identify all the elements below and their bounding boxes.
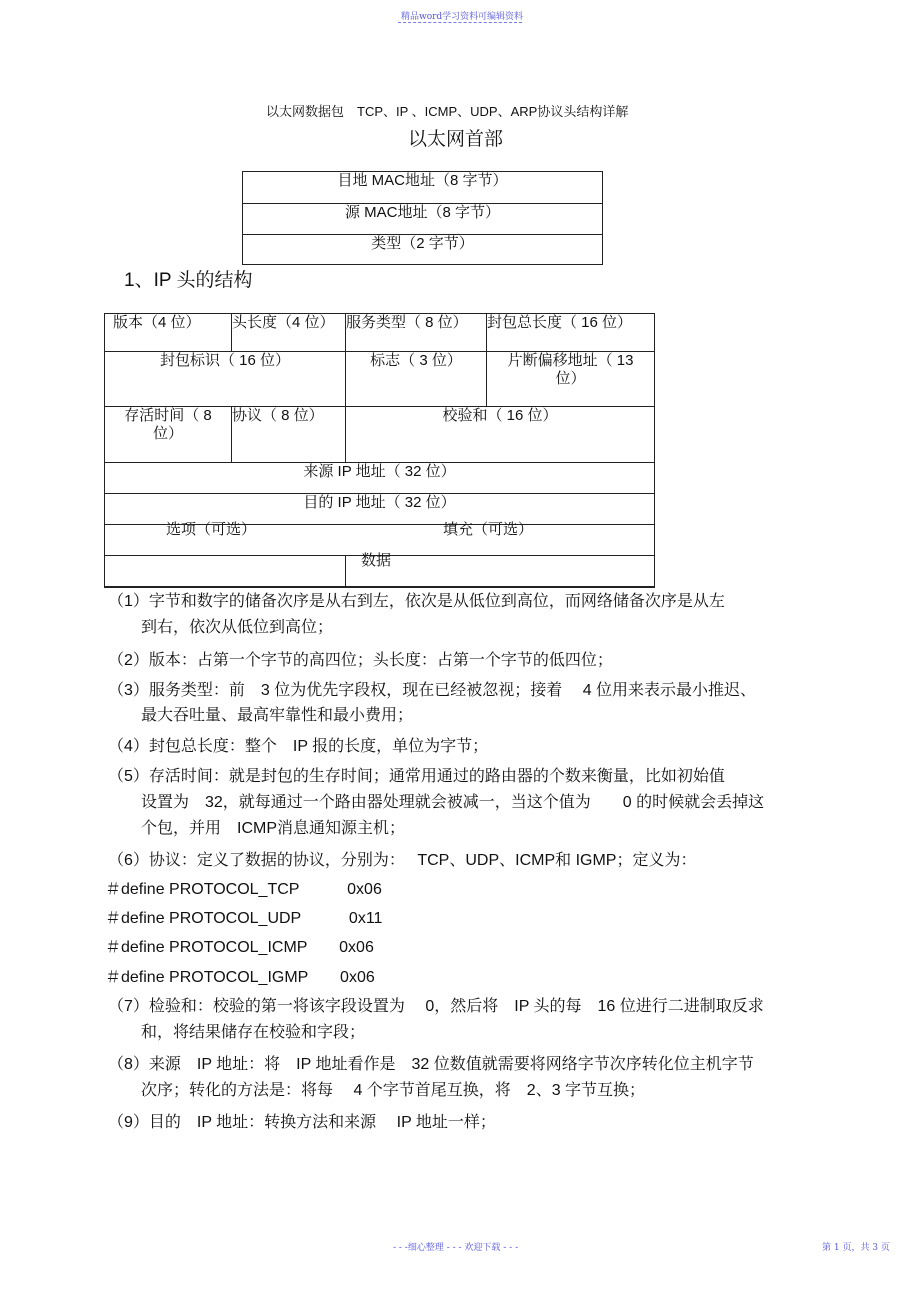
ip-source-address: 来源 IP 地址（ 32 位） [303, 463, 456, 480]
eth-dest-mac: 目地 MAC地址（8 字节） [337, 172, 508, 189]
ip-flags: 标志（ 3 位） [370, 352, 462, 369]
ethernet-heading: 以太网首部 [408, 129, 504, 150]
paragraph-line: （7）检验和：校验的第一将该字段设置为 0，然后将 IP 头的每 16 位进行二进制取反求 [108, 998, 764, 1015]
header-left: 精品word学习资料 [401, 12, 479, 22]
document-title: 以太网数据包 TCP、IP 、ICMP、UDP、ARP协议头结构详解 [266, 104, 629, 119]
ip-fragment-offset: 片断偏移地址（ 13 位） [507, 352, 634, 387]
page-number: 第 1 页，共 3 页 [822, 1243, 890, 1253]
paragraph-line: 和，将结果储存在校验和字段； [141, 1024, 366, 1041]
eth-type: 类型（2 字节） [371, 235, 474, 252]
paragraph-line: （4）封包总长度：整个 IP 报的长度，单位为字节； [108, 738, 489, 755]
paragraph-line: （1）字节和数字的储备次序是从右到左，依次是从低位到高位，而网络储备次序是从左 [108, 593, 725, 610]
paragraph-line: （9）目的 IP 地址：转换方法和来源 IP 地址一样； [108, 1114, 496, 1131]
paragraph-line: 到右，依次从低位到高位； [141, 619, 334, 636]
header-right: 可编辑资料 [478, 12, 524, 22]
ip-version: 版本（4 位） [113, 314, 201, 331]
ip-tos: 服务类型（ 8 位） [346, 314, 468, 331]
paragraph-line: （6）协议：定义了数据的协议，分别为： TCP、UDP、ICMP和 IGMP；定义为： [108, 852, 697, 869]
ip-heading: 1、IP 头的结构 [124, 270, 253, 291]
ip-identification: 封包标识（ 16 位） [159, 352, 291, 369]
paragraph-line: 个包，并用 ICMP消息通知源主机； [141, 820, 406, 837]
ip-data: 数据 [361, 552, 392, 569]
code-line: ＃define PROTOCOL_UDP 0x11 [105, 910, 383, 927]
ip-ihl: 头长度（4 位） [232, 314, 335, 331]
paragraph-line: （3）服务类型：前 3 位为优先字段权，现在已经被忽视；接着 4 位用来表示最小推迟、 [108, 682, 757, 699]
ip-options: 选项（可选） [166, 521, 257, 538]
footer-center: - - -细心整理 - - - 欢迎下载 - - - [393, 1243, 519, 1253]
code-line: ＃define PROTOCOL_IGMP 0x06 [105, 969, 375, 986]
paragraph-line: 次序；转化的方法是：将每 4 个字节首尾互换，将 2、3 字节互换； [141, 1082, 646, 1099]
ip-protocol: 协议（ 8 位） [232, 407, 324, 424]
ip-padding: 填充（可选） [443, 521, 534, 538]
header-divider [398, 22, 522, 23]
eth-src-mac: 源 MAC地址（8 字节） [344, 204, 500, 221]
code-line: ＃define PROTOCOL_ICMP 0x06 [105, 939, 374, 956]
paragraph-line: （5）存活时间：就是封包的生存时间；通常用通过的路由器的个数来衡量，比如初始值 [108, 768, 725, 785]
ip-total-length: 封包总长度（ 16 位） [487, 314, 633, 331]
paragraph-line: 设置为 32，就每通过一个路由器处理就会被减一，当这个值为 0 的时候就会丢掉这 [141, 794, 765, 811]
paragraph-line: （8）来源 IP 地址：将 IP 地址看作是 32 位数值就需要将网络字节次序转化位主机字节 [108, 1056, 754, 1073]
paragraph-line: 最大吞吐量、最高牢靠性和最小费用； [141, 707, 414, 724]
ip-destination-address: 目的 IP 地址（ 32 位） [303, 494, 456, 511]
ip-ttl: 存活时间（ 8 位） [124, 407, 212, 442]
ip-checksum: 校验和（ 16 位） [442, 407, 558, 424]
code-line: ＃define PROTOCOL_TCP 0x06 [105, 881, 382, 898]
paragraph-line: （2）版本：占第一个字节的高四位；头长度：占第一个字节的低四位； [108, 652, 613, 669]
